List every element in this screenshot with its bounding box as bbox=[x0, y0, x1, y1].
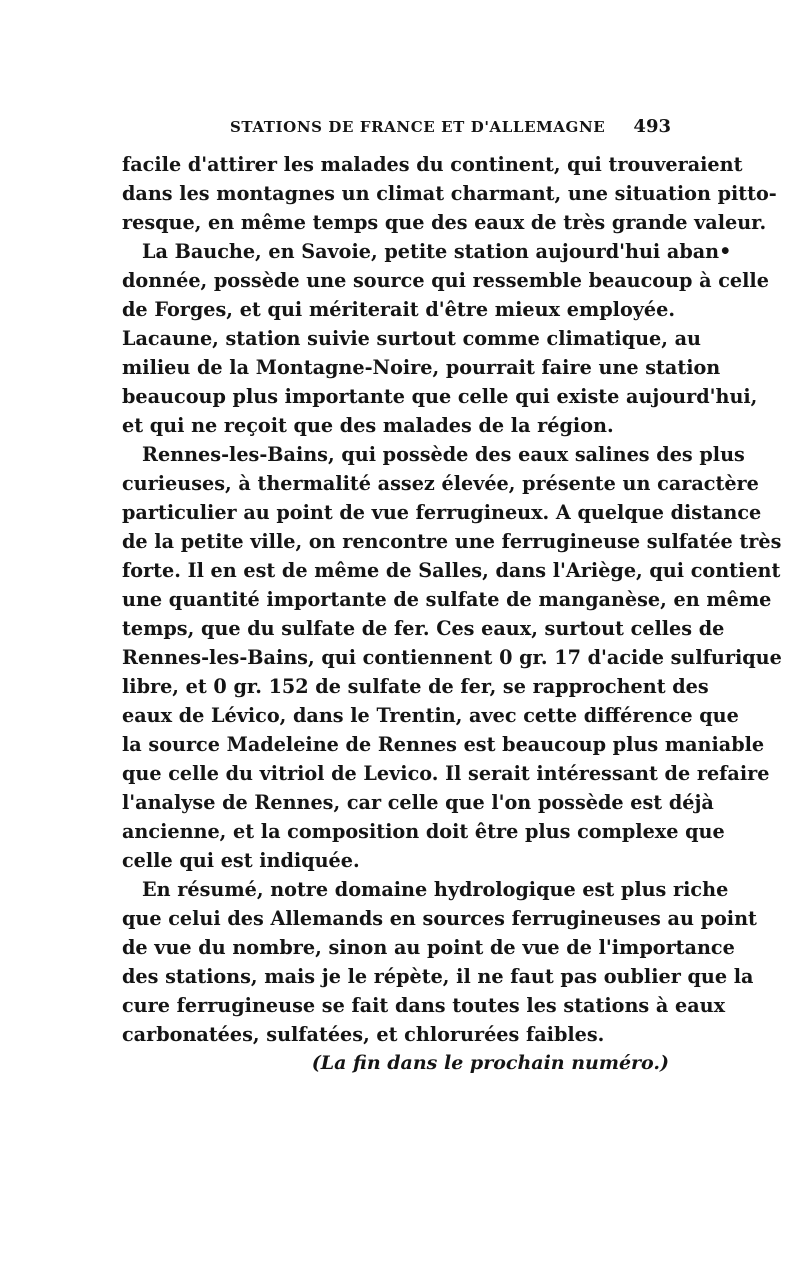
text-line: beaucoup plus importante que celle qui existe aujourd'hui, bbox=[122, 385, 758, 408]
text-line: facile d'attirer les malades du continent, qui trouveraient bbox=[122, 153, 743, 176]
text-line: dans les montagnes un climat charmant, une situation pitto- bbox=[122, 182, 777, 205]
page-number: 493 bbox=[633, 116, 671, 137]
text-line: eaux de Lévico, dans le Trentin, avec cette différence que bbox=[122, 704, 739, 727]
text-line: resque, en même temps que des eaux de très grande valeur. bbox=[122, 211, 767, 234]
text-line: de vue du nombre, sinon au point de vue de l'importance bbox=[122, 936, 735, 959]
text-line: carbonatées, sulfatées, et chlorurées faibles. bbox=[122, 1023, 605, 1046]
text-line: de Forges, et qui mériterait d'être mieux employée. bbox=[122, 298, 675, 321]
text-line: donnée, possède une source qui ressemble beaucoup à celle bbox=[122, 269, 769, 292]
text-line: cure ferrugineuse se fait dans toutes les stations à eaux bbox=[122, 994, 726, 1017]
text-line: libre, et 0 gr. 152 de sulfate de fer, se rapprochent des bbox=[122, 675, 709, 698]
paragraph-start-la-bauche: La Bauche, en Savoie, petite station aujourd'hui aban• bbox=[142, 240, 732, 263]
text-line: des stations, mais je le répète, il ne faut pas oublier que la bbox=[122, 965, 754, 988]
text-line: curieuses, à thermalité assez élevée, présente un caractère bbox=[122, 472, 759, 495]
text-line: celle qui est indiquée. bbox=[122, 849, 360, 872]
running-head: STATIONS DE FRANCE ET D'ALLEMAGNE bbox=[230, 118, 606, 136]
text-line: milieu de la Montagne-Noire, pourrait faire une station bbox=[122, 356, 721, 379]
text-line: l'analyse de Rennes, car celle que l'on possède est déjà bbox=[122, 791, 714, 814]
text-line: Lacaune, station suivie surtout comme climatique, au bbox=[122, 327, 702, 350]
text-line: que celui des Allemands en sources ferrugineuses au point bbox=[122, 907, 757, 930]
paragraph-start-en-resume: En résumé, notre domaine hydrologique est plus riche bbox=[142, 878, 729, 901]
text-line: que celle du vitriol de Levico. Il serait intéressant de refaire bbox=[122, 762, 770, 785]
text-line: une quantité importante de sulfate de manganèse, en même bbox=[122, 588, 772, 611]
text-line: Rennes-les-Bains, qui contiennent 0 gr. 17 d'acide sulfurique bbox=[122, 646, 782, 669]
text-line: de la petite ville, on rencontre une ferrugineuse sulfatée très bbox=[122, 530, 782, 553]
text-line: particulier au point de vue ferrugineux. A quelque distance bbox=[122, 501, 762, 524]
text-line: ancienne, et la composition doit être plus complexe que bbox=[122, 820, 725, 843]
continuation-note: (La fin dans le prochain numéro.) bbox=[311, 1052, 669, 1074]
paragraph-start-rennes-les-bains: Rennes-les-Bains, qui possède des eaux salines des plus bbox=[142, 443, 745, 466]
text-line: temps, que du sulfate de fer. Ces eaux, surtout celles de bbox=[122, 617, 725, 640]
text-line: forte. Il en est de même de Salles, dans l'Ariège, qui contient bbox=[122, 559, 781, 582]
page-header bbox=[120, 116, 675, 140]
text-line: et qui ne reçoit que des malades de la région. bbox=[122, 414, 614, 437]
body-text bbox=[122, 150, 782, 1078]
text-line: la source Madeleine de Rennes est beaucoup plus maniable bbox=[122, 733, 765, 756]
